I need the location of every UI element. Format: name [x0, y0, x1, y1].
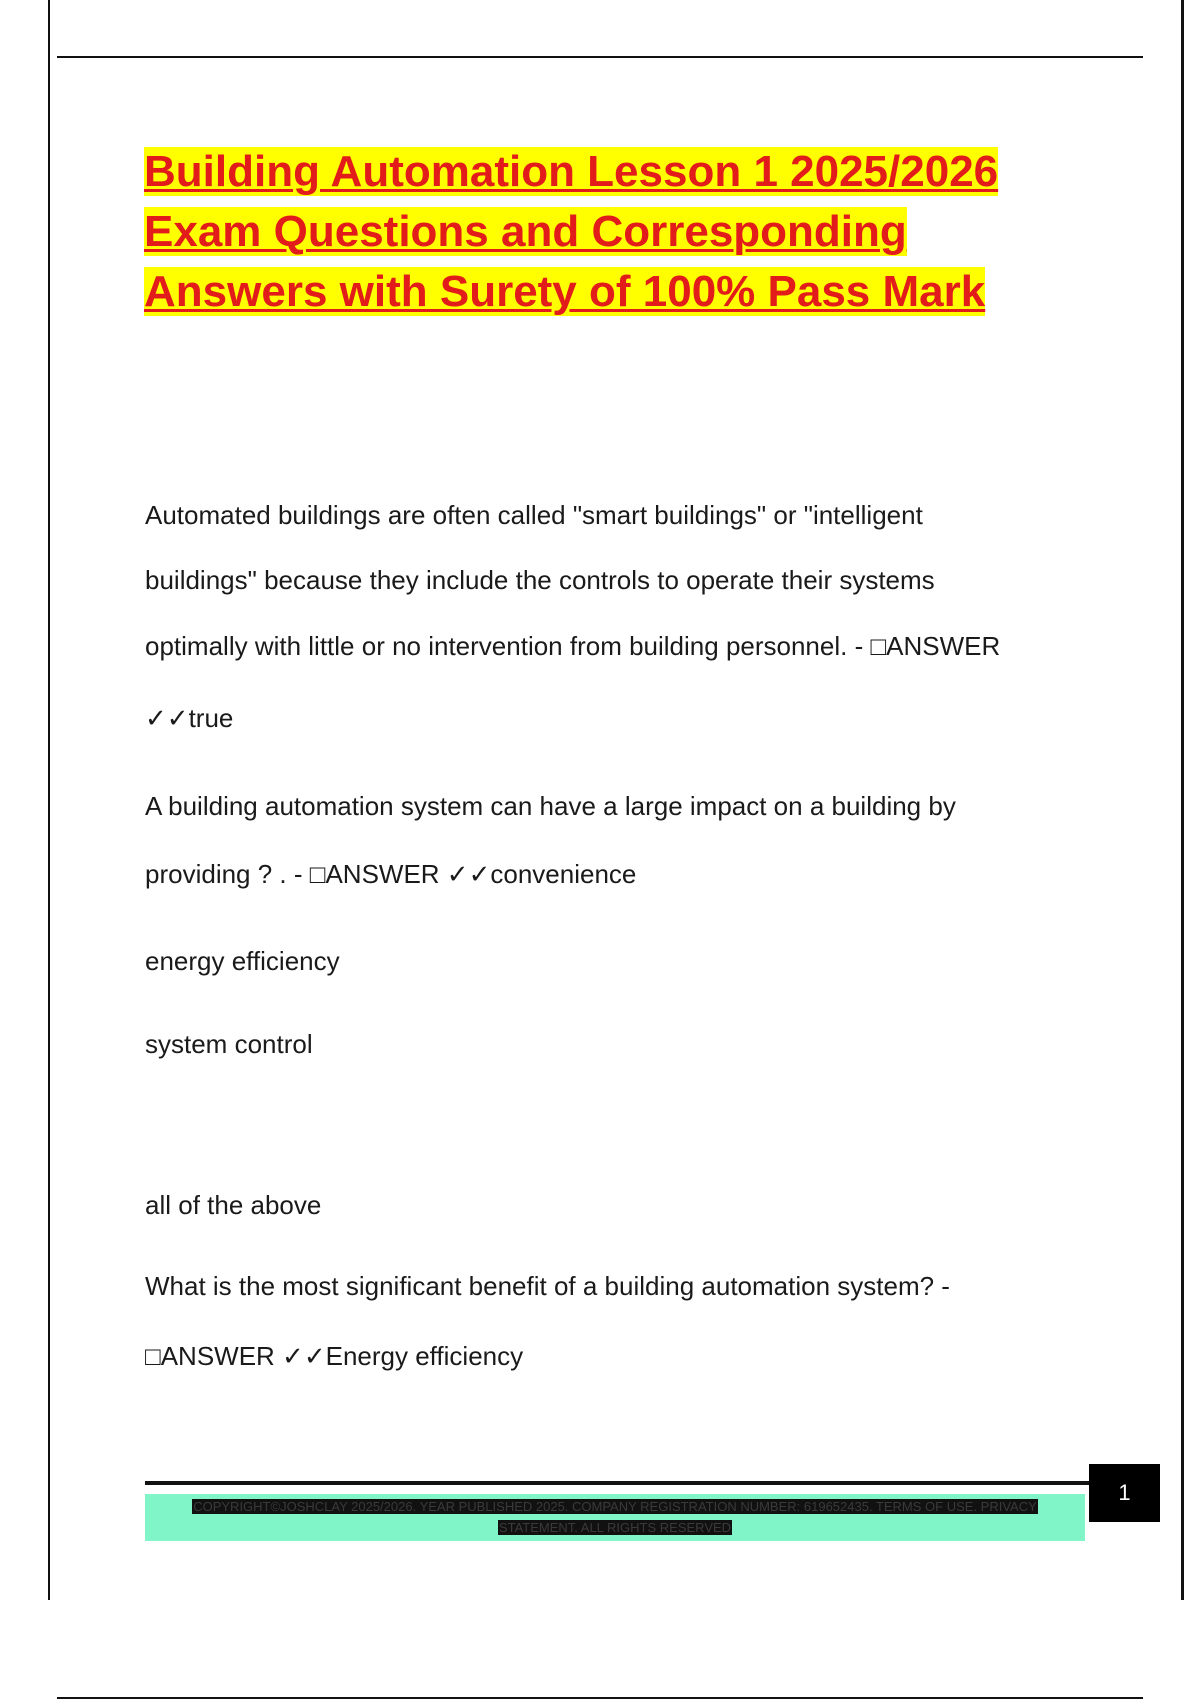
question-2-line-2: providing ? . - □ANSWER ✓✓convenience [145, 859, 637, 889]
question-1-line-3: optimally with little or no intervention from building personnel. - □ANSWER [145, 631, 1001, 661]
answer-1: ✓✓true [145, 703, 234, 733]
copyright-line-2: STATEMENT. ALL RIGHTS RESERVED [498, 1520, 732, 1535]
title-line-1: Building Automation Lesson 1 2025/2026 [144, 147, 999, 196]
question-3-line-1: What is the most significant benefit of a building automation system? - [145, 1271, 950, 1301]
header-rule [57, 56, 1143, 58]
answer-2-option-energy: energy efficiency [145, 946, 340, 976]
document-title [144, 142, 1084, 322]
footer-rule [145, 1481, 1090, 1485]
page-border-left [48, 0, 50, 1600]
title-line-3: Answers with Surety of 100% Pass Mark [144, 267, 986, 316]
copyright-line-1: COPYRIGHT©JOSHCLAY 2025/2026. YEAR PUBLISHED 2025. COMPANY REGISTRATION NUMBER: 619652435. TERMS OF USE. PRIVACY [193, 1499, 1037, 1514]
question-2-line-1: A building automation system can have a large impact on a building by [145, 791, 956, 821]
question-1-line-1: Automated buildings are often called "smart buildings" or "intelligent [145, 500, 923, 530]
answer-3: □ANSWER ✓✓Energy efficiency [145, 1341, 524, 1371]
answer-2-option-all: all of the above [145, 1190, 322, 1220]
question-1-line-2: buildings" because they include the controls to operate their systems [145, 565, 935, 595]
page-border-right [1181, 0, 1184, 1600]
copyright-footer [145, 1494, 1085, 1541]
title-line-2: Exam Questions and Corresponding [144, 207, 907, 256]
next-page-rule [57, 1697, 1143, 1699]
page-number: 1 [1089, 1464, 1160, 1522]
answer-2-option-control: system control [145, 1029, 313, 1059]
